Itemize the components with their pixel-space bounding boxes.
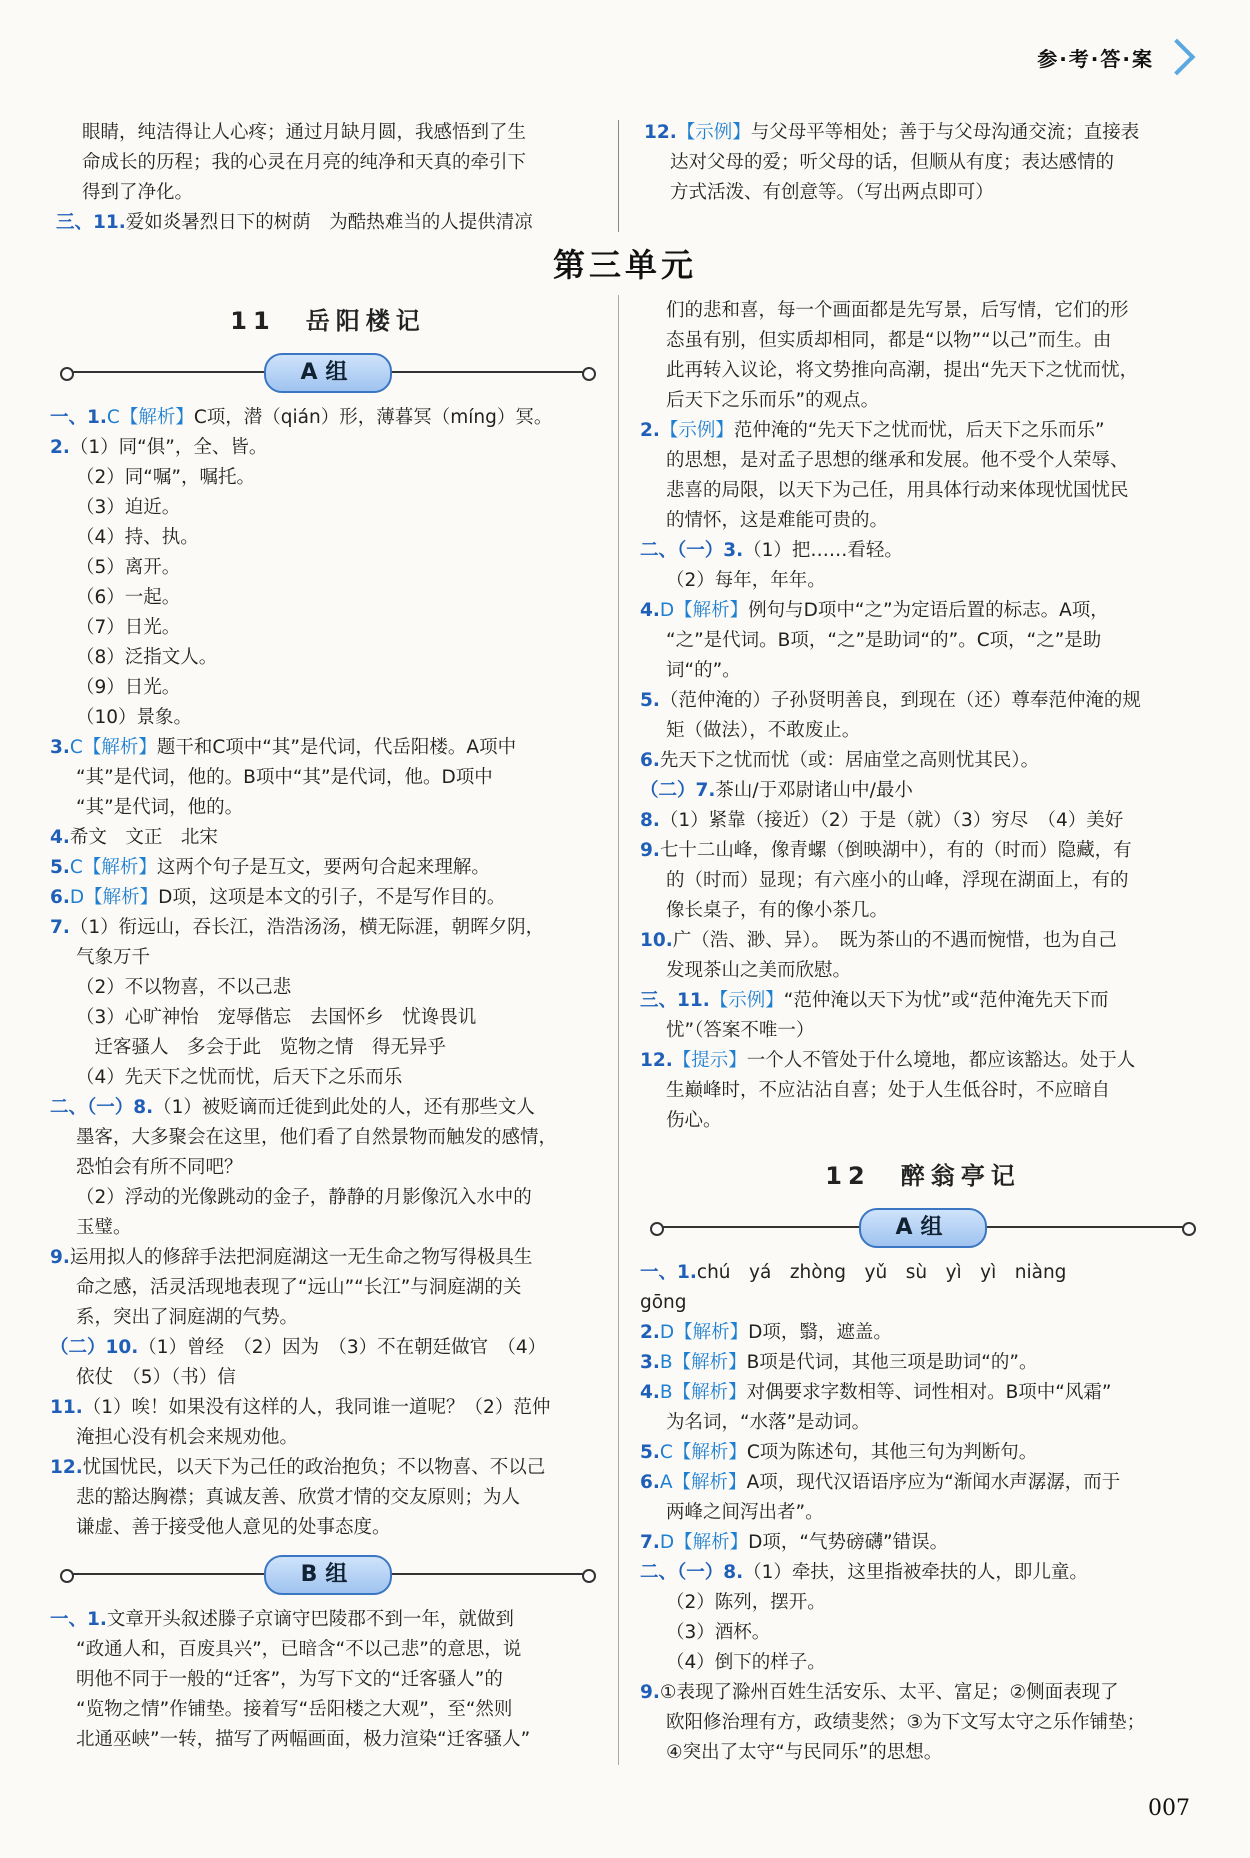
answer-text: 后天下之乐而乐”的观点。 [666,390,880,411]
answer-text: 态虽有别，但实质却相同，都是“以物”“以己”而生。由 [666,330,1112,351]
answer-text: 文章开头叙述滕子京谪守巴陵郡不到一年，就做到 [106,1609,514,1630]
answer-line [640,536,1206,566]
right-column [640,296,1206,1768]
answer-text: （1）把……看轻。 [743,540,903,561]
answer-text: 们的悲和喜，每一个画面都是先写景，后写情，它们的形 [666,300,1129,321]
answer-text: 气象万千 [76,947,151,968]
answer-text: 先天下之忧而忧（或：居庙堂之高则忧其民）。 [659,750,1040,771]
answer-line [640,626,1206,656]
question-number: （二）10. [50,1337,139,1358]
band-dot-right [582,1569,596,1583]
answer-text: （1）曾经 （2）因为 （3）不在朝廷做官 （4） [138,1337,547,1358]
answer-line [640,1588,1206,1618]
answer-text: 茶山/于邓尉诸山中/最小 [715,780,913,801]
answer-text: 迁客骚人 多会于此 览物之情 得无异乎 [76,1037,447,1058]
question-number: 三、11. [56,212,126,233]
answer-line [50,763,606,793]
answer-line [640,1408,1206,1438]
answer-line [50,673,606,703]
answer-tag: D【解析】 [659,1532,749,1553]
answer-line [50,613,606,643]
answer-text: 命之感，活灵活现地表现了“远山”“长江”与洞庭湖的关 [76,1277,522,1298]
answer-text: （6）一起。 [76,587,181,608]
answer-line [50,1453,606,1483]
answer-line [50,913,606,943]
answer-text: “政通人和，百废具兴”，已暗含“不以己悲”的意思，说 [76,1639,522,1660]
answer-text: （范仲淹的）子孙贤明善良，到现在（还）尊奉范仲淹的规 [659,690,1141,711]
top-left-column [56,118,606,238]
answer-line [640,1318,1206,1348]
answer-text: （9）日光。 [76,677,181,698]
answer-line [640,1498,1206,1528]
answer-line [640,1618,1206,1648]
question-number: 8. [640,810,660,831]
answer-line [640,1106,1206,1136]
answer-line [50,1183,606,1213]
answer-text: 达对父母的爱；听父母的话，但顺从有度；表达感情的 [670,152,1115,173]
answer-line [50,1513,606,1543]
answer-line [50,1033,606,1063]
band-dot-right [582,367,596,381]
question-number: 4. [640,600,660,621]
answer-text: 运用拟人的修辞手法把洞庭湖这一无生命之物写得极具生 [69,1247,533,1268]
answer-text: 一个人不管处于什么境地，都应该豁达。处于人 [746,1050,1136,1071]
answer-line [644,118,1204,148]
answer-line [640,1738,1206,1768]
answer-tag: A【解析】 [659,1472,747,1493]
answer-line [50,1363,606,1393]
answer-line [50,523,606,553]
answer-text: C项为陈述句，其他三句为判断句。 [746,1442,1038,1463]
answer-line [640,926,1206,956]
answer-text: 发现茶山之美而欣慰。 [666,960,852,981]
answer-line [640,896,1206,926]
answer-line [50,703,606,733]
answer-line [50,553,606,583]
group-b-band [50,1551,606,1597]
band-dot-right [1182,1222,1196,1236]
question-number: 三、11. [640,990,710,1011]
left-column [50,297,606,1755]
question-number: 9. [640,840,660,861]
answer-line [640,656,1206,686]
answer-line [640,806,1206,836]
answer-text: “览物之情”作铺垫。接着写“岳阳楼之大观”，至“然则 [76,1699,513,1720]
answer-line [50,1093,606,1123]
lesson-11-title: 11 岳阳楼记 [230,307,426,335]
answer-text: “其”是代词，他的。B项中“其”是代词，他。D项中 [76,767,493,788]
question-number: 3. [50,737,70,758]
answer-text: （2）浮动的光像跳动的金子，静静的月影像沉入水中的 [76,1187,532,1208]
answer-text: 得到了净化。 [82,182,194,203]
lesson-11-group-b-answers [50,1605,606,1755]
answer-text: 伤心。 [666,1110,722,1131]
answer-text: 系，突出了洞庭湖的气势。 [76,1307,299,1328]
top-right-column [644,118,1204,208]
question-number: 3. [640,1352,660,1373]
answer-tag: D【解析】 [659,600,749,621]
answer-line [640,956,1206,986]
question-number: 11. [50,1397,83,1418]
band-dot-left [60,367,74,381]
answer-text: “范仲淹以天下为忧”或“范仲淹先天下而 [783,990,1109,1011]
answer-tag: B【解析】 [659,1382,747,1403]
answer-line [50,643,606,673]
answer-line [640,1258,1206,1288]
group-b-label: B组 [264,1555,392,1595]
answer-text: （4）倒下的样子。 [666,1652,826,1673]
answer-line [50,1333,606,1363]
answer-text: （2）不以物喜，不以己悲 [76,977,292,998]
answer-line [50,1605,606,1635]
question-number: 9. [50,1247,70,1268]
answer-text: （2）每年，年年。 [666,570,826,591]
question-number: 9. [640,1682,660,1703]
answer-text: （4）持、执。 [76,527,199,548]
answer-line [50,733,606,763]
answer-line [50,403,606,433]
question-number: 2. [640,420,660,441]
answer-tag: C【解析】 [659,1442,747,1463]
answer-text: 悲喜的局限，以天下为己任，用具体行动来体现忧国忧民 [666,480,1129,501]
answer-text: （4）先天下之忧而忧，后天下之乐而乐 [76,1067,403,1088]
answer-text: ④突出了太守“与民同乐”的思想。 [666,1742,943,1763]
answer-text: （8）泛指文人。 [76,647,218,668]
answer-line [50,1153,606,1183]
answer-line [50,433,606,463]
question-number: 12. [640,1050,673,1071]
page-header [1037,40,1190,74]
answer-line [50,1123,606,1153]
answer-text: （1）牵扶，这里指被牵扶的人，即儿童。 [743,1562,1088,1583]
answer-text: （1）紧靠（接近）（2）于是（就）（3）穷尽 （4）美好 [659,810,1124,831]
answer-line [640,1528,1206,1558]
answer-text: 此再转入议论，将文势推向高潮，提出“先天下之忧而忧， [666,360,1139,381]
answer-text: 墨客，大多聚会在这里，他们看了自然景物而触发的感情， [76,1127,558,1148]
answer-text: 广（浩、渺、异）。 既为茶山的不遇而惋惜，也为自己 [672,930,1117,951]
page-number: 007 [1148,1796,1190,1821]
answer-text: 谦虚、善于接受他人意见的处事态度。 [76,1517,391,1538]
question-number: 一、1. [640,1262,697,1283]
answer-text: 欧阳修治理有方，政绩斐然；③为下文写太守之乐作铺垫； [666,1712,1146,1733]
answer-text: 北通巫峡”一转，描写了两幅画面，极力渲染“迁客骚人” [76,1729,531,1750]
answer-text: 悲的豁达胸襟；真诚友善、欣赏才情的交友原则；为人 [76,1487,521,1508]
answer-line [640,416,1206,446]
answer-text: 词“的”。 [666,660,741,681]
question-number: 12. [50,1457,83,1478]
question-number: 10. [640,930,673,951]
answer-line [640,566,1206,596]
answer-line [644,148,1204,178]
question-number: 6. [50,887,70,908]
answer-line [50,1063,606,1093]
answer-line [640,446,1206,476]
answer-line [50,793,606,823]
answer-line [50,1273,606,1303]
lesson-12-group-a-answers [640,1258,1206,1768]
answer-line [640,1678,1206,1708]
answer-line [50,1213,606,1243]
answer-line [50,1423,606,1453]
answer-text: 眼睛，纯洁得让人心疼；通过月缺月圆，我感悟到了生 [82,122,527,143]
answer-text: （7）日光。 [76,617,181,638]
question-number: 5. [640,1442,660,1463]
answer-text: 题干和C项中“其”是代词，代岳阳楼。A项中 [156,737,517,758]
answer-text: 与父母平等相处；善于与父母沟通交流；直接表 [750,122,1140,143]
answer-text: gōng [640,1292,687,1313]
answer-text: （1）被贬谪而迁徙到此处的人，还有那些文人 [153,1097,535,1118]
question-number: 一、1. [50,1609,107,1630]
lesson-11-group-b-continued [640,296,1206,1136]
answer-line [640,1076,1206,1106]
answer-line [50,1003,606,1033]
answer-line [50,943,606,973]
answer-line [640,1648,1206,1678]
answer-line [640,776,1206,806]
question-number: 2. [640,1322,660,1343]
question-number: 一、1. [50,407,107,428]
band-dot-left [60,1569,74,1583]
answer-text: 忧国忧民，以天下为己任的政治抱负；不以物喜、不以己 [82,1457,546,1478]
answer-tag: 【提示】 [672,1050,747,1071]
question-number: 二、（一）8. [640,1562,744,1583]
answer-text: B项是代词，其他三项是助词“的”。 [746,1352,1038,1373]
answer-line [640,596,1206,626]
answer-tag: 【示例】 [659,420,734,441]
question-number: 12. [644,122,677,143]
question-number: 二、（一）3. [640,540,744,561]
lesson-12-title: 12 醉翁亭记 [825,1162,1021,1190]
answer-line [50,973,606,1003]
answer-line [640,1708,1206,1738]
answer-text: 的思想，是对孟子思想的继承和发展。他不受个人荣辱、 [666,450,1129,471]
answer-line [640,866,1206,896]
answer-text: 的（时而）显现；有六座小的山峰，浮现在湖面上，有的 [666,870,1129,891]
answer-text: 依仗 （5）（书）信 [76,1367,236,1388]
question-number: 4. [640,1382,660,1403]
answer-text: “其”是代词，他的。 [76,797,244,818]
answer-text: 为名词，“水落”是动词。 [666,1412,871,1433]
answer-line [640,1288,1206,1318]
answer-line [640,386,1206,416]
answer-line [640,1468,1206,1498]
answer-text: 玉璧。 [76,1217,132,1238]
answer-text: 七十二山峰，像青螺（倒映湖中），有的（时而）隐藏，有 [659,840,1132,861]
answer-line [50,1483,606,1513]
answer-text: 希文 文正 北宋 [69,827,218,848]
answer-line [56,118,606,148]
answer-line [50,1393,606,1423]
answer-line [56,178,606,208]
question-number: 2. [50,437,70,458]
answer-line [56,148,606,178]
answer-tag: C【解析】 [69,857,157,878]
top-divider [618,120,619,232]
answer-text: （10）景象。 [76,707,193,728]
answer-text: （1）衔远山，吞长江，浩浩汤汤，横无际涯，朝晖夕阴， [69,917,545,938]
answer-text: “之”是代词。B项，“之”是助词“的”。C项，“之”是助 [666,630,1102,651]
question-number: （二）7. [640,780,716,801]
answer-tag: D【解析】 [69,887,159,908]
answer-text: （5）离开。 [76,557,181,578]
question-number: 5. [640,690,660,711]
question-number: 5. [50,857,70,878]
answer-text: 范仲淹的“先天下之忧而忧，后天下之乐而乐” [733,420,1105,441]
answer-text: 恐怕会有所不同吧？ [76,1157,243,1178]
answer-line [56,208,606,238]
answer-line [50,1635,606,1665]
answer-line [640,326,1206,356]
band-dot-left [650,1222,664,1236]
answer-text: 的情怀，这是难能可贵的。 [666,510,889,531]
group-a-band [50,349,606,395]
chevron-right-icon [1159,39,1196,76]
answer-text: （2）陈列，摆开。 [666,1592,826,1613]
answer-text: D项，“气势磅礴”错误。 [748,1532,949,1553]
answer-text: chú yá zhòng yǔ sù yì yì niàng [696,1262,1067,1283]
lesson-12-group-a-band [640,1204,1206,1250]
answer-line [640,1378,1206,1408]
answer-line [50,853,606,883]
answer-text: 对偶要求字数相等、词性相对。B项中“风霜” [746,1382,1112,1403]
lesson-12-group-a-label: A组 [859,1208,987,1248]
answer-text: 两峰之间泻出者”。 [666,1502,824,1523]
answer-line [50,463,606,493]
answer-line [640,686,1206,716]
answer-text: （2）同“嘱”，嘱托。 [76,467,255,488]
answer-line [640,1046,1206,1076]
answer-line [640,746,1206,776]
answer-line [50,1695,606,1725]
answer-text: 明他不同于一般的“迁客”，为写下文的“迁客骚人”的 [76,1669,503,1690]
question-number: 6. [640,1472,660,1493]
lesson-11-group-a-answers [50,403,606,1543]
answer-line [50,1243,606,1273]
header-label: 参·考·答·案 [1037,46,1154,71]
answer-line [640,716,1206,746]
answer-text: D项，这项是本文的引子，不是写作目的。 [158,887,506,908]
answer-line [640,506,1206,536]
answer-tag: 【示例】 [676,122,751,143]
answer-line [640,1438,1206,1468]
answer-line [50,1303,606,1333]
question-number: 二、（一）8. [50,1097,154,1118]
answer-text: 忧”（答案不唯一） [666,1020,815,1041]
answer-line [640,1348,1206,1378]
answer-line [640,476,1206,506]
answer-text: （3）心旷神怡 宠辱偕忘 去国怀乡 忧谗畏讥 [76,1007,477,1028]
question-number: 7. [640,1532,660,1553]
answer-text: 生巅峰时，不应沾沾自喜；处于人生低谷时，不应暗自 [666,1080,1111,1101]
answer-line [640,1016,1206,1046]
answer-text: （3）迫近。 [76,497,181,518]
answer-tag: C【解析】 [69,737,157,758]
answer-text: 像长桌子，有的像小茶几。 [666,900,889,921]
answer-text: 这两个句子是互文，要两句合起来理解。 [156,857,490,878]
answer-line [50,583,606,613]
answer-text: ①表现了滁州百姓生活安乐、太平、富足；②侧面表现了 [659,1682,1119,1703]
answer-tag: 【示例】 [709,990,784,1011]
answer-tag: B【解析】 [659,1352,747,1373]
main-divider [618,295,619,1765]
question-number: 7. [50,917,70,938]
answer-line [640,986,1206,1016]
answer-text: D项，翳，遮盖。 [748,1322,892,1343]
question-number: 6. [640,750,660,771]
answer-text: （3）酒杯。 [666,1622,771,1643]
answer-tag: D【解析】 [659,1322,749,1343]
answer-text: 命成长的历程；我的心灵在月亮的纯净和天真的牵引下 [82,152,527,173]
answer-text: 例句与D项中“之”为定语后置的标志。A项， [748,600,1109,621]
answer-line [50,823,606,853]
answer-text: 矩（做法），不敢废止。 [666,720,861,741]
answer-text: C项，潜（qián）形，薄暮冥（míng）冥。 [193,407,553,428]
answer-line [640,1558,1206,1588]
answer-text: 爱如炎暑烈日下的树荫 为酷热难当的人提供清凉 [125,212,533,233]
answer-line [50,1725,606,1755]
answer-text: 淹担心没有机会来规劝他。 [76,1427,299,1448]
unit-title: 第三单元 [552,246,697,284]
answer-line [644,178,1204,208]
answer-tag: C【解析】 [106,407,194,428]
answer-text: （1）唉！如果没有这样的人，我同谁一道呢？（2）范仲 [82,1397,551,1418]
answer-line [640,836,1206,866]
answer-text: 方式活泼、有创意等。（写出两点即可） [670,182,994,203]
group-a-label: A组 [264,353,392,393]
answer-line [640,296,1206,326]
question-number: 4. [50,827,70,848]
answer-line [640,356,1206,386]
answer-line [50,883,606,913]
answer-line [50,1665,606,1695]
answer-text: A项，现代汉语语序应为“渐闻水声潺潺，而于 [746,1472,1121,1493]
answer-text: （1）同“俱”，全、皆。 [69,437,268,458]
answer-line [50,493,606,523]
